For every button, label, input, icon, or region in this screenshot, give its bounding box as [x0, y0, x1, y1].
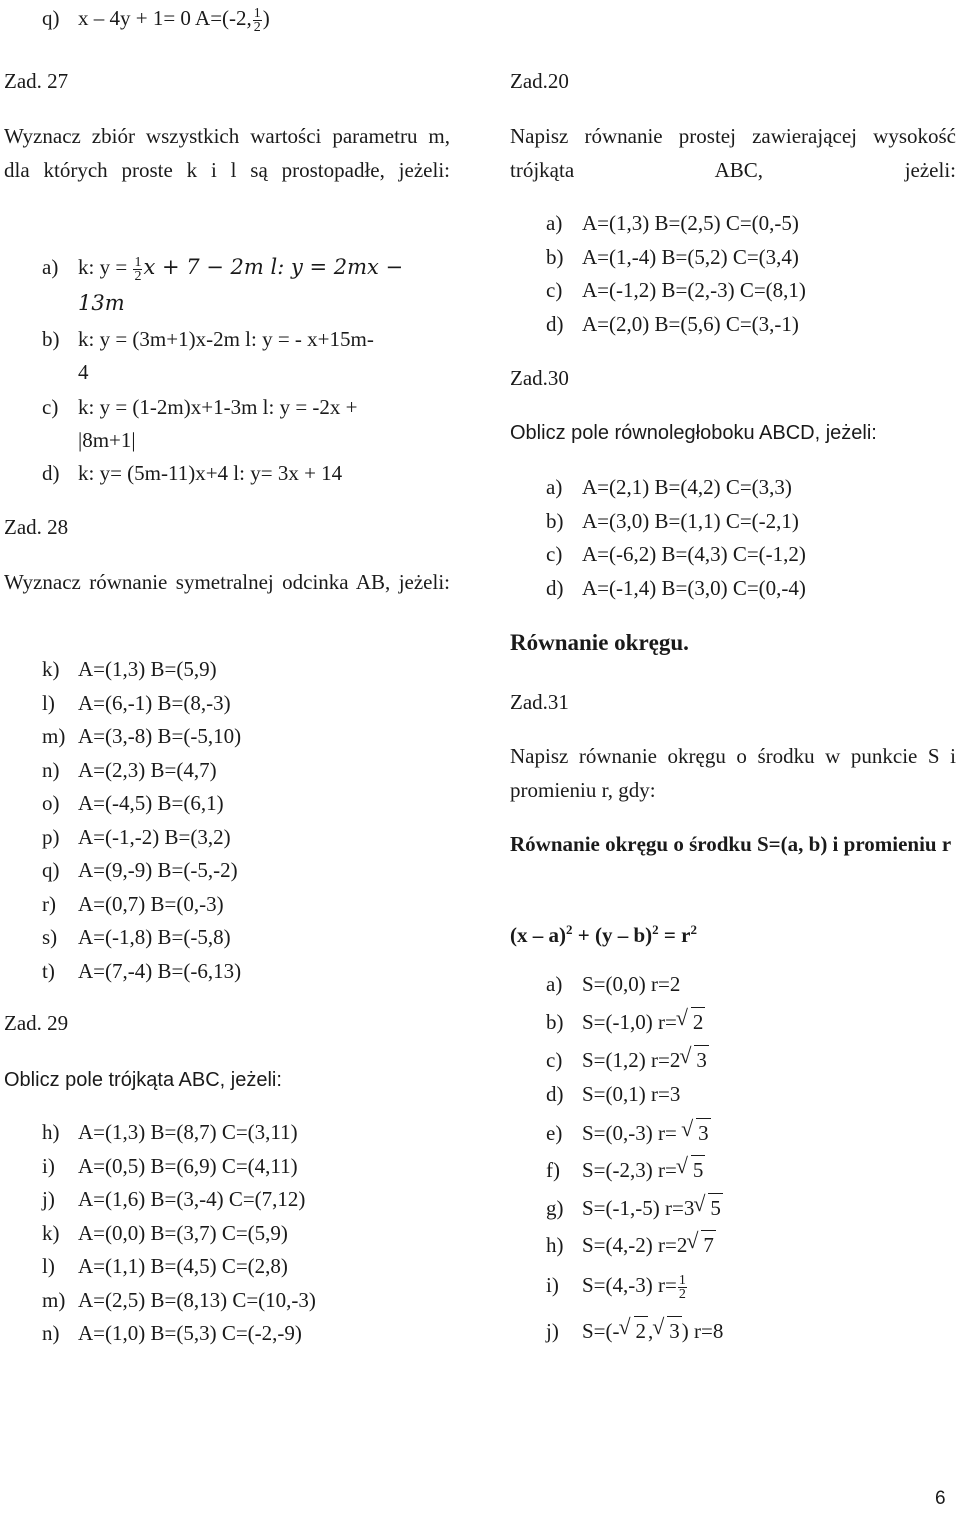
zad30-heading: Zad.30	[510, 366, 569, 390]
sqrt: √ 3	[667, 1316, 682, 1345]
list-item	[42, 1252, 288, 1280]
item-text: A=(-1,2) B=(2,-3) C=(8,1)	[582, 278, 806, 302]
zad27-heading: Zad. 27	[4, 69, 69, 93]
list-item	[42, 789, 224, 817]
item-text: A=(-6,2) B=(4,3) C=(-1,2)	[582, 542, 806, 566]
item-label: a)	[546, 475, 563, 499]
item-text: A=(6,-1) B=(8,-3)	[78, 690, 231, 715]
item-label: p)	[42, 824, 60, 849]
sqrt: √ 2	[634, 1316, 649, 1345]
zad27-item-c: c) k: y = (1-2m)x+1-3m l: y = -2x +	[42, 395, 358, 419]
list-item	[42, 1152, 298, 1180]
item-label: r)	[42, 891, 56, 916]
list-item	[42, 1286, 316, 1314]
item-label: h)	[42, 1120, 60, 1144]
item-label: l)	[42, 1254, 55, 1278]
item-text: A=(2,1) B=(4,2) C=(3,3)	[582, 475, 792, 499]
item-label: m)	[42, 724, 66, 748]
zad31-item-i: i) S=(4,-3) r= $\frac{1}{2}$	[546, 1272, 686, 1302]
list-item	[546, 209, 799, 237]
list-item	[42, 722, 241, 750]
zad20-heading: Zad.20	[510, 69, 569, 93]
zad31-item-b: b) S=(-1,0) r=√ 2	[546, 1007, 705, 1036]
item-text: A=(1,-4) B=(5,2) C=(3,4)	[582, 244, 799, 269]
page-number: 6	[935, 1488, 946, 1509]
zad27-intro: Wyznacz zbiór wszystkich wartości parametru m, dla których proste k i l są prostopadłe, jeżeli:	[4, 124, 450, 182]
list-item	[42, 1185, 305, 1213]
zad31-item-d: d) S=(0,1) r=3	[546, 1082, 681, 1106]
item-label: o)	[42, 791, 60, 815]
item-label: n)	[42, 757, 60, 782]
zad31-intro: Napisz równanie okręgu o środku w punkcie S i promieniu r, gdy:	[510, 744, 956, 802]
zad30-intro: Oblicz pole równoległoboku ABCD, jeżeli:	[510, 422, 877, 444]
zad27-item-d: d) k: y= (5m-11)x+4 l: y= 3x + 14	[42, 461, 343, 485]
list-item	[42, 689, 231, 717]
zad29-intro: Oblicz pole trójkąta ABC, jeżeli:	[4, 1069, 282, 1091]
list-item	[42, 1118, 298, 1146]
item-text: A=(1,1) B=(4,5) C=(2,8)	[78, 1254, 288, 1278]
zad31-item-g: g) S=(-1,-5) r=3√ 5	[546, 1193, 723, 1222]
item-label: a)	[546, 211, 563, 235]
item-text: A=(2,0) B=(5,6) C=(3,-1)	[582, 311, 799, 336]
zad31-item-c: c) S=(1,2) r=2√ 3	[546, 1045, 709, 1074]
item-label: k)	[42, 1220, 60, 1245]
circle-equation-heading: Równanie okręgu o środku S=(a, b) i promieniu r	[510, 832, 952, 856]
item-label: q)	[42, 858, 60, 882]
fraction: $\frac{1}{2}$	[253, 5, 261, 35]
item-text: A=(-1,-2) B=(3,2)	[78, 824, 231, 849]
sqrt: √ 5	[708, 1193, 723, 1222]
item-label: j)	[42, 1187, 55, 1211]
fraction: $\frac{1}{2}$	[134, 254, 142, 284]
list-item	[546, 243, 799, 271]
zad27-item-a-cont: 13m	[78, 291, 125, 315]
item-text: A=(-1,4) B=(3,0) C=(0,-4)	[582, 575, 806, 600]
list-item	[546, 507, 799, 535]
zad31-item-h: h) S=(4,-2) r=2√ 7	[546, 1230, 716, 1259]
item-text: A=(3,-8) B=(-5,10)	[78, 724, 242, 748]
zad20-intro: Napisz równanie prostej zawierającej wysokość trójkąta ABC, jeżeli:	[510, 124, 956, 182]
item-text: A=(1,3) B=(8,7) C=(3,11)	[78, 1120, 298, 1144]
sqrt: √ 5	[691, 1155, 706, 1184]
item-text: A=(1,3) B=(5,9)	[78, 657, 217, 681]
zad31-item-f: f) S=(-2,3) r=√ 5	[546, 1155, 705, 1184]
item-text: A=(-4,5) B=(6,1)	[78, 791, 224, 815]
item-text: A=(1,0) B=(5,3) C=(-2,-9)	[78, 1321, 302, 1345]
list-item	[546, 310, 799, 338]
item-label: t)	[42, 958, 55, 983]
zad27-item-b-cont: 4	[78, 360, 89, 384]
sqrt: √ 2	[691, 1007, 706, 1036]
item-text: A=(9,-9) B=(-5,-2)	[78, 858, 238, 882]
item-text: A=(2,5) B=(8,13) C=(10,-3)	[78, 1287, 316, 1312]
list-item	[42, 823, 231, 851]
list-item	[42, 856, 238, 884]
item-text: A=(7,-4) B=(-6,13)	[78, 958, 242, 983]
circle-equation-formula: $(x - a)^2 + (y - b)^2 = r^2$	[510, 922, 697, 947]
item-text: A=(0,5) B=(6,9) C=(4,11)	[78, 1153, 298, 1178]
item-label: c)	[546, 278, 563, 302]
list-item	[42, 923, 231, 951]
item-label: q)	[42, 6, 60, 30]
list-item	[546, 540, 806, 568]
item-text: A=(2,3) B=(4,7)	[78, 757, 217, 782]
sqrt: √ 7	[701, 1230, 716, 1259]
zad31-item-e: e) S=(0,-3) r= √ 3	[546, 1118, 711, 1147]
list-item	[42, 1219, 288, 1247]
item-label: l)	[42, 690, 55, 715]
sqrt: √ 3	[696, 1118, 711, 1147]
list-item	[42, 890, 224, 918]
item-text: A=(1,6) B=(3,-4) C=(7,12)	[78, 1187, 306, 1211]
item-text: A=(0,0) B=(3,7) C=(5,9)	[78, 1220, 288, 1245]
item-label: k)	[42, 657, 60, 681]
item-text: A=(3,0) B=(1,1) C=(-2,1)	[582, 508, 799, 533]
zad29-heading: Zad. 29	[4, 1011, 69, 1035]
item-label: b)	[546, 508, 564, 533]
zad31-item-j: j) S=(-√ 2,√ 3) r=8	[546, 1316, 723, 1345]
item-label: m)	[42, 1287, 66, 1312]
item-label: s)	[42, 925, 58, 949]
exercise-q-line: q) x – 4y + 1= 0 A=(-2, $\frac{1}{2}$ )	[42, 5, 270, 35]
zad31-item-a: a) S=(0,0) r=2	[546, 972, 681, 996]
zad27-item-a: a) k: y = $\frac{1}{2}$ x + 7 − 2m l: y = 2mx −	[42, 254, 404, 284]
list-item	[546, 276, 806, 304]
list-item	[42, 957, 241, 985]
item-text: x – 4y + 1= 0 A=(-2,	[78, 6, 252, 30]
item-label: c)	[546, 542, 563, 566]
item-text: A=(1,3) B=(2,5) C=(0,-5)	[582, 211, 799, 235]
item-label: d)	[546, 311, 564, 336]
list-item	[546, 473, 792, 501]
zad28-heading: Zad. 28	[4, 515, 69, 539]
list-item	[42, 655, 217, 683]
item-text: A=(0,7) B=(0,-3)	[78, 891, 224, 916]
section-title: Równanie okręgu.	[510, 630, 689, 655]
list-item	[546, 574, 806, 602]
list-item	[42, 1319, 302, 1347]
list-item	[42, 756, 217, 784]
item-label: n)	[42, 1321, 60, 1345]
item-text: A=(-1,8) B=(-5,8)	[78, 925, 231, 949]
item-label: b)	[546, 244, 564, 269]
zad31-heading: Zad.31	[510, 690, 569, 714]
item-label: d)	[546, 575, 564, 600]
zad27-item-c-cont: |8m+1|	[78, 428, 136, 452]
zad27-item-b: b) k: y = (3m+1)x-2m l: y = - x+15m-	[42, 327, 374, 351]
fraction: $\frac{1}{2}$	[678, 1272, 686, 1302]
zad28-intro: Wyznacz równanie symetralnej odcinka AB, jeżeli:	[4, 570, 450, 594]
sqrt: √ 3	[694, 1045, 709, 1074]
item-label: i)	[42, 1153, 55, 1178]
